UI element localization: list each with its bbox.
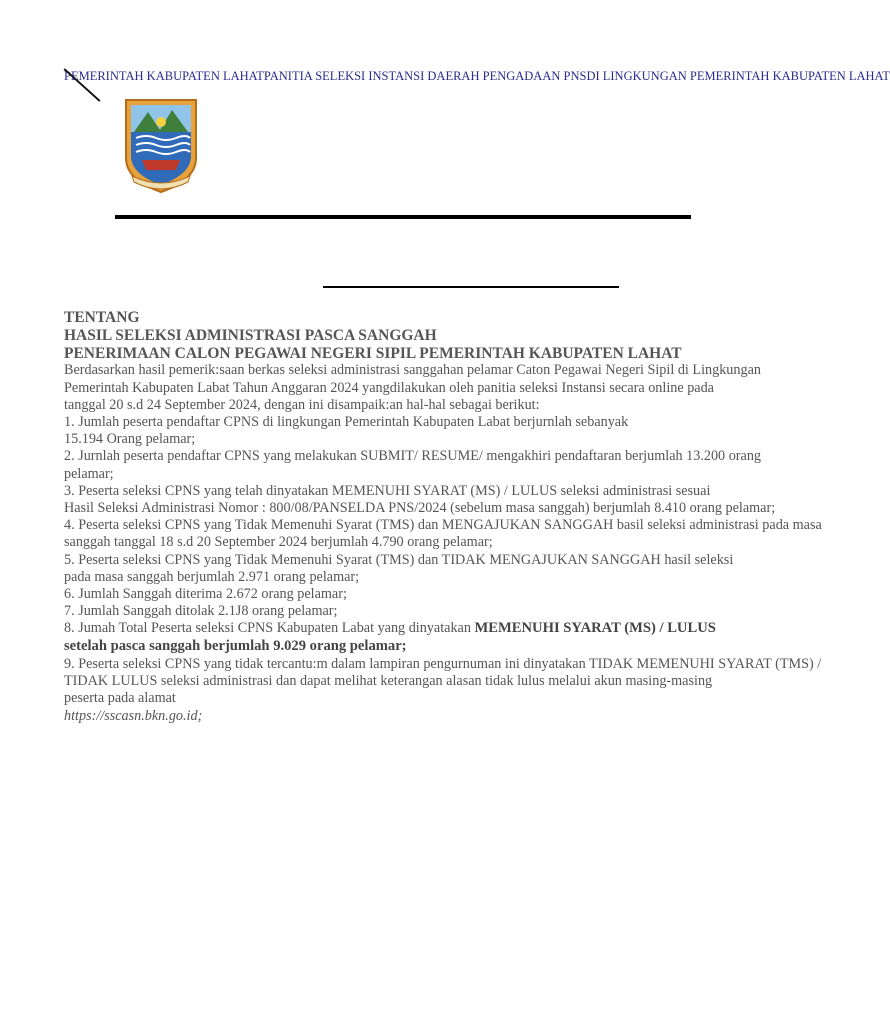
list-item-continuation: Hasil Seleksi Administrasi Nomor : 800/08/PANSELDA PNS/2024 (sebelum masa sanggah) berjumlah 8.410 orang pelamar; bbox=[64, 500, 776, 517]
announcement-body bbox=[64, 309, 822, 725]
list-item: 3. Peserta seleksi CPNS yang telah dinyatakan MEMENUHI SYARAT (MS) / LULUS seleksi administrasi sesuai bbox=[64, 482, 711, 499]
list-item: 6. Jumlah Sanggah diterima 2.672 orang pelamar; bbox=[64, 586, 347, 603]
list-item bbox=[64, 620, 716, 638]
list-item: 9. Peserta seleksi CPNS yang tidak tercantu:m dalam lampiran pengurnuman ini dinyatakan TIDAK MEMENUHI SYARAT (TMS) / bbox=[64, 656, 822, 673]
intro-line: Berdasarkan hasil pemerik:saan berkas seleksi administrasi sanggahan pelamar Caton Pegawai Negeri Sipil di Lingkungan bbox=[64, 362, 761, 379]
list-item: 2. Jurnlah peserta pendaftar CPNS yang melakukan SUBMIT/ RESUME/ mengakhiri pendaftaran berjumlah 13.200 orang bbox=[64, 448, 762, 465]
list-item-continuation: 15.194 Orang pelamar; bbox=[64, 431, 196, 448]
list-item-emphasis-line: setelah pasca sanggah berjumlah 9.029 orang pelamar; bbox=[64, 638, 407, 655]
title-line: PENERIMAAN CALON PEGAWAI NEGERI SIPIL PEMERINTAH KABUPATEN LAHAT bbox=[64, 344, 682, 362]
list-item-continuation: sanggah tanggal 18 s.d 20 September 2024 berjumlah 4.790 orang pelamar; bbox=[64, 534, 493, 551]
title-line: HASIL SELEKSI ADMINISTRASI PASCA SANGGAH bbox=[64, 326, 437, 344]
list-item-text: 8. Jumah Total Peserta seleksi CPNS Kabupaten Labat yang dinyatakan bbox=[64, 620, 475, 637]
list-item: 1. Jumlah peserta pendaftar CPNS di lingkungan Pemerintah Kabupaten Labat berjurnlah sebanyak bbox=[64, 414, 629, 430]
list-item-emphasis: MEMENUHI SYARAT (MS) / LULUS bbox=[474, 620, 716, 637]
letterhead-title: PEMERINTAH KABUPATEN LAHATPANITIA SELEKSI INSTANSI DAERAH PENGADAAN PNSDI LINGKUNGAN PEMERINTAH KABUPATEN LAHAT bbox=[64, 69, 890, 83]
regency-emblem-logo bbox=[122, 98, 200, 194]
sscasn-url: https://sscasn.bkn.go.id; bbox=[64, 707, 203, 724]
list-item-continuation: peserta pada alamat bbox=[64, 690, 176, 707]
signature-underline bbox=[323, 286, 619, 288]
list-item: 5. Peserta seleksi CPNS yang Tidak Memenuhi Syarat (TMS) dan TIDAK MENGAJUKAN SANGGAH hasil seleksi bbox=[64, 551, 734, 568]
list-item-continuation: pada masa sanggah berjumlah 2.971 orang pelamar; bbox=[64, 568, 360, 585]
title-line: TENTANG bbox=[64, 309, 140, 326]
list-item-continuation: TIDAK LULUS seleksi administrasi dan dapat melihat keterangan alasan tidak lulus melalui akun masing-masing bbox=[64, 673, 713, 690]
list-item: 4. Peserta seleksi CPNS yang Tidak Memenuhi Syarat (TMS) dan MENGAJUKAN SANGGAH basil seleksi administrasi pada masa bbox=[64, 517, 822, 534]
intro-line: tanggal 20 s.d 24 September 2024, dengan ini disampaik:an hal-hal sebagai berikut: bbox=[64, 396, 540, 413]
list-item: 7. Jumlah Sanggah ditolak 2.1J8 orang pelamar; bbox=[64, 603, 338, 620]
intro-line: Pemerintah Kabupaten Labat Tahun Anggaran 2024 yangdilakukan oleh panitia seleksi Instansi secara online pada bbox=[64, 379, 714, 396]
letterhead-divider bbox=[115, 215, 691, 219]
list-item-continuation: pelamar; bbox=[64, 465, 114, 482]
